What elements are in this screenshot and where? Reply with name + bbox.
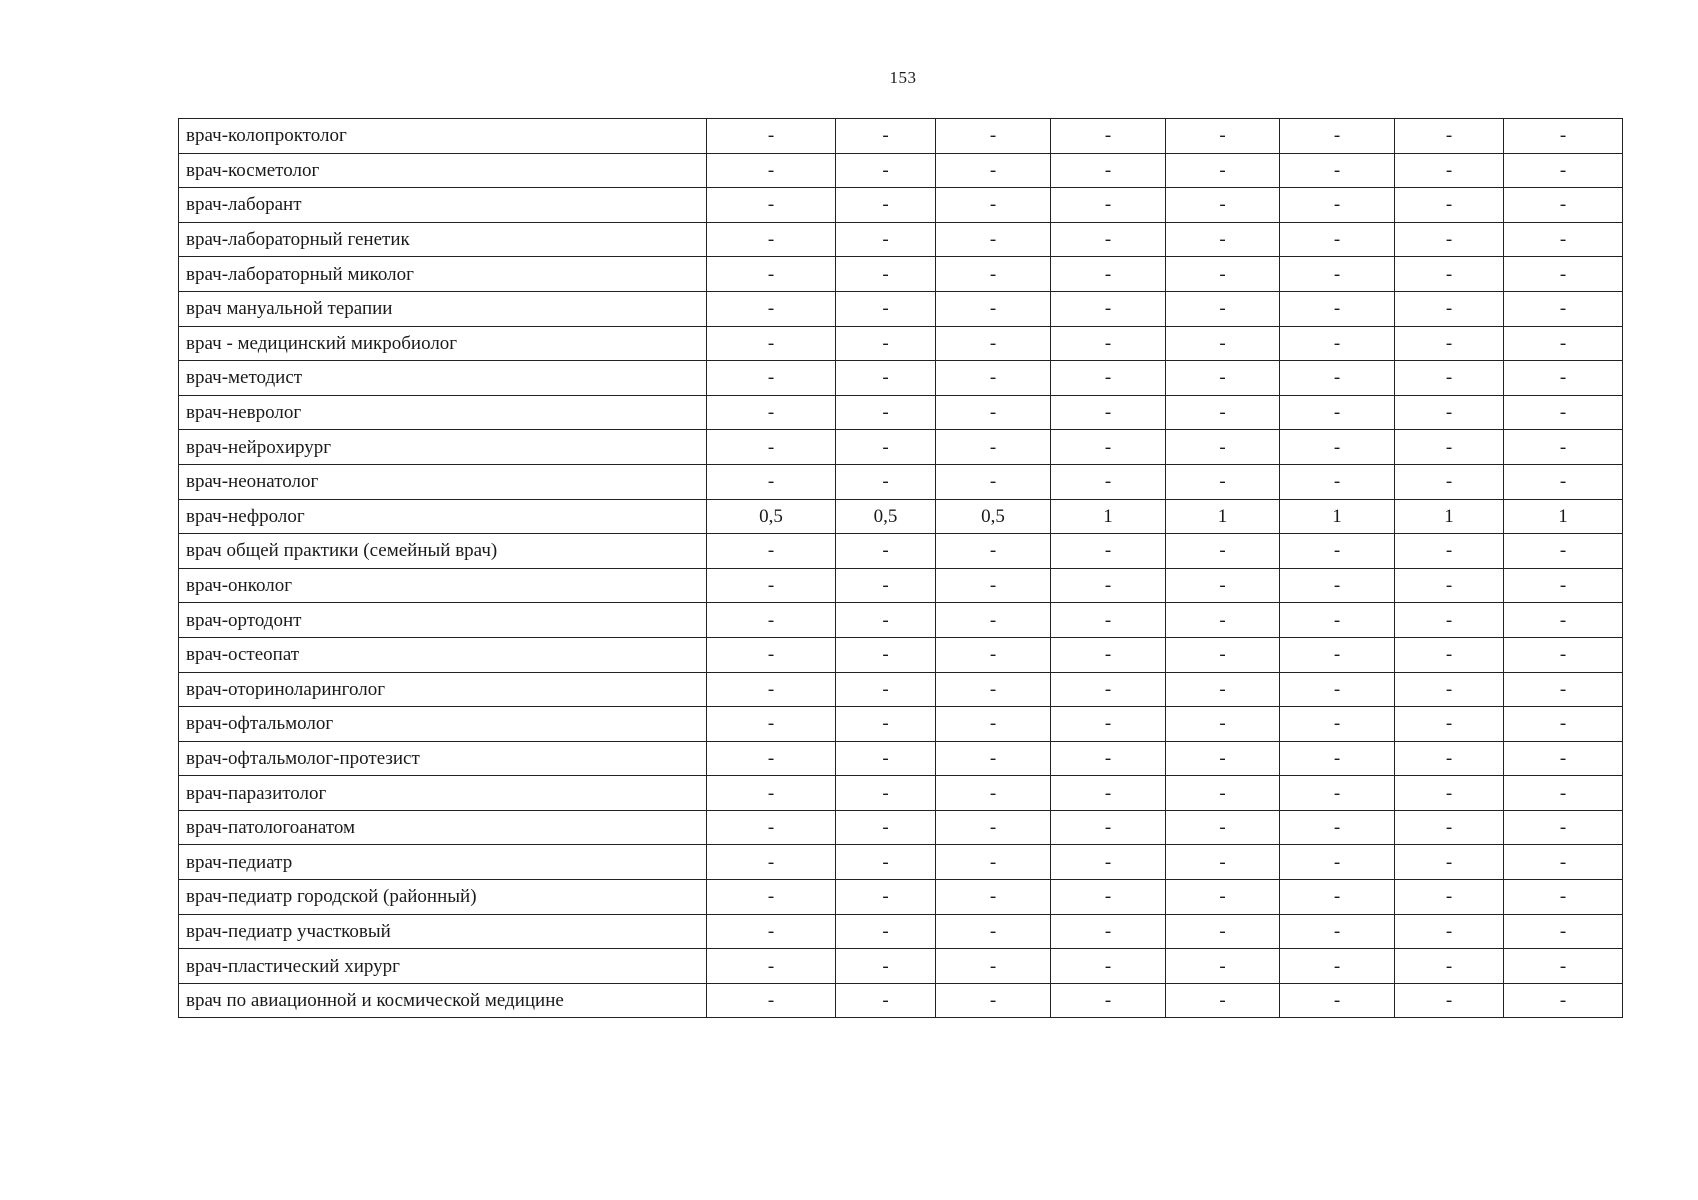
value-cell: - [1395, 810, 1504, 845]
value-cell: - [707, 949, 836, 984]
table-row [179, 534, 1623, 569]
value-cell: - [707, 983, 836, 1018]
value-cell: - [1166, 257, 1280, 292]
value-cell: - [1395, 153, 1504, 188]
value-cell: - [1395, 776, 1504, 811]
value-cell: - [1280, 880, 1395, 915]
value-cell: - [836, 326, 936, 361]
value-cell: - [1504, 776, 1623, 811]
table-row [179, 983, 1623, 1018]
value-cell: - [1504, 257, 1623, 292]
value-cell: - [936, 776, 1051, 811]
value-cell: - [1280, 983, 1395, 1018]
value-cell: - [936, 983, 1051, 1018]
value-cell: - [707, 568, 836, 603]
table-row [179, 776, 1623, 811]
value-cell: - [836, 361, 936, 396]
position-name-cell: врач-лабораторный миколог [179, 257, 707, 292]
value-cell: - [1395, 603, 1504, 638]
value-cell: - [936, 845, 1051, 880]
value-cell: - [936, 949, 1051, 984]
value-cell: - [1051, 222, 1166, 257]
value-cell: - [707, 326, 836, 361]
value-cell: - [1395, 534, 1504, 569]
value-cell: - [1166, 637, 1280, 672]
value-cell: - [1280, 776, 1395, 811]
value-cell: - [1051, 326, 1166, 361]
value-cell: - [1166, 534, 1280, 569]
value-cell: 1 [1051, 499, 1166, 534]
value-cell: - [707, 430, 836, 465]
value-cell: - [1280, 637, 1395, 672]
value-cell: - [1051, 741, 1166, 776]
value-cell: 1 [1504, 499, 1623, 534]
value-cell: - [936, 222, 1051, 257]
value-cell: - [1504, 845, 1623, 880]
value-cell: 0,5 [836, 499, 936, 534]
value-cell: - [1051, 464, 1166, 499]
value-cell: - [1166, 568, 1280, 603]
value-cell: - [1395, 361, 1504, 396]
value-cell: - [1395, 222, 1504, 257]
value-cell: - [1280, 361, 1395, 396]
value-cell: - [1166, 603, 1280, 638]
table-row [179, 637, 1623, 672]
value-cell: - [836, 741, 936, 776]
value-cell: - [1166, 395, 1280, 430]
table-row [179, 464, 1623, 499]
value-cell: - [836, 534, 936, 569]
value-cell: - [1051, 291, 1166, 326]
value-cell: - [1280, 395, 1395, 430]
position-name-cell: врач-лаборант [179, 188, 707, 223]
value-cell: - [1395, 430, 1504, 465]
value-cell: - [1280, 326, 1395, 361]
value-cell: - [707, 845, 836, 880]
value-cell: - [1504, 810, 1623, 845]
value-cell: - [836, 949, 936, 984]
value-cell: - [1504, 291, 1623, 326]
value-cell: - [1166, 914, 1280, 949]
value-cell: - [707, 672, 836, 707]
value-cell: - [1504, 464, 1623, 499]
value-cell: - [1504, 153, 1623, 188]
value-cell: - [836, 291, 936, 326]
value-cell: - [836, 464, 936, 499]
value-cell: - [1504, 914, 1623, 949]
value-cell: - [936, 603, 1051, 638]
value-cell: - [707, 880, 836, 915]
value-cell: - [1280, 291, 1395, 326]
value-cell: - [836, 637, 936, 672]
value-cell: - [707, 637, 836, 672]
value-cell: - [936, 637, 1051, 672]
table-row [179, 395, 1623, 430]
value-cell: - [1280, 603, 1395, 638]
value-cell: - [836, 188, 936, 223]
value-cell: - [1395, 914, 1504, 949]
value-cell: - [1504, 741, 1623, 776]
table-row [179, 188, 1623, 223]
value-cell: - [707, 153, 836, 188]
value-cell: - [1395, 291, 1504, 326]
value-cell: - [1166, 188, 1280, 223]
value-cell: - [1280, 949, 1395, 984]
value-cell: - [1051, 949, 1166, 984]
value-cell: - [1395, 707, 1504, 742]
value-cell: - [1504, 430, 1623, 465]
value-cell: - [1395, 672, 1504, 707]
value-cell: - [1504, 188, 1623, 223]
value-cell: - [1051, 810, 1166, 845]
value-cell: 0,5 [707, 499, 836, 534]
position-name-cell: врач-онколог [179, 568, 707, 603]
table-row [179, 326, 1623, 361]
value-cell: - [707, 534, 836, 569]
value-cell: - [1504, 395, 1623, 430]
value-cell: - [1280, 222, 1395, 257]
value-cell: - [1051, 257, 1166, 292]
value-cell: - [836, 914, 936, 949]
value-cell: - [936, 326, 1051, 361]
value-cell: - [707, 776, 836, 811]
value-cell: - [1051, 395, 1166, 430]
table-row [179, 707, 1623, 742]
position-name-cell: врач - медицинский микробиолог [179, 326, 707, 361]
value-cell: - [1395, 464, 1504, 499]
value-cell: - [1166, 983, 1280, 1018]
value-cell: - [1166, 361, 1280, 396]
value-cell: - [1280, 914, 1395, 949]
value-cell: - [1504, 222, 1623, 257]
value-cell: - [836, 119, 936, 154]
value-cell: - [836, 845, 936, 880]
value-cell: - [836, 568, 936, 603]
value-cell: - [707, 810, 836, 845]
value-cell: - [936, 257, 1051, 292]
value-cell: - [1166, 707, 1280, 742]
value-cell: - [1504, 949, 1623, 984]
table-row [179, 222, 1623, 257]
table-row [179, 153, 1623, 188]
value-cell: - [936, 568, 1051, 603]
value-cell: - [1504, 326, 1623, 361]
value-cell: - [936, 880, 1051, 915]
table-row [179, 430, 1623, 465]
value-cell: - [1280, 257, 1395, 292]
position-name-cell: врач-офтальмолог [179, 707, 707, 742]
position-name-cell: врач-лабораторный генетик [179, 222, 707, 257]
value-cell: - [1166, 949, 1280, 984]
value-cell: - [1166, 464, 1280, 499]
value-cell: - [1280, 153, 1395, 188]
value-cell: - [1504, 637, 1623, 672]
value-cell: - [936, 188, 1051, 223]
table-body [179, 119, 1623, 1018]
position-name-cell: врач-косметолог [179, 153, 707, 188]
value-cell: - [836, 672, 936, 707]
position-name-cell: врач-ортодонт [179, 603, 707, 638]
value-cell: - [1504, 983, 1623, 1018]
value-cell: - [1051, 119, 1166, 154]
position-name-cell: врач-педиатр участковый [179, 914, 707, 949]
position-name-cell: врач по авиационной и космической медицине [179, 983, 707, 1018]
value-cell: - [1051, 637, 1166, 672]
value-cell: - [836, 707, 936, 742]
value-cell: - [1051, 153, 1166, 188]
position-name-cell: врач-педиатр [179, 845, 707, 880]
value-cell: - [836, 395, 936, 430]
value-cell: - [1504, 568, 1623, 603]
value-cell: - [936, 464, 1051, 499]
value-cell: - [707, 914, 836, 949]
value-cell: - [836, 983, 936, 1018]
value-cell: - [936, 361, 1051, 396]
value-cell: - [1280, 534, 1395, 569]
value-cell: - [1166, 153, 1280, 188]
value-cell: - [1280, 741, 1395, 776]
table-row [179, 845, 1623, 880]
value-cell: - [936, 119, 1051, 154]
value-cell: - [1504, 880, 1623, 915]
position-name-cell: врач-офтальмолог-протезист [179, 741, 707, 776]
value-cell: - [1504, 603, 1623, 638]
value-cell: - [1504, 534, 1623, 569]
value-cell: 1 [1166, 499, 1280, 534]
position-name-cell: врач-патологоанатом [179, 810, 707, 845]
value-cell: - [1166, 776, 1280, 811]
position-name-cell: врач-нейрохирург [179, 430, 707, 465]
value-cell: - [707, 464, 836, 499]
table-row [179, 810, 1623, 845]
value-cell: - [1166, 672, 1280, 707]
value-cell: - [1166, 880, 1280, 915]
value-cell: - [936, 707, 1051, 742]
position-name-cell: врач мануальной терапии [179, 291, 707, 326]
value-cell: - [707, 707, 836, 742]
value-cell: - [1280, 672, 1395, 707]
value-cell: - [1395, 637, 1504, 672]
value-cell: - [836, 880, 936, 915]
table-row [179, 949, 1623, 984]
value-cell: - [1395, 568, 1504, 603]
table-row [179, 603, 1623, 638]
position-name-cell: врач-неонатолог [179, 464, 707, 499]
value-cell: - [936, 672, 1051, 707]
value-cell: - [1280, 707, 1395, 742]
value-cell: - [1051, 776, 1166, 811]
value-cell: - [1166, 430, 1280, 465]
position-name-cell: врач-пластический хирург [179, 949, 707, 984]
value-cell: - [1051, 707, 1166, 742]
position-name-cell: врач общей практики (семейный врач) [179, 534, 707, 569]
value-cell: - [936, 534, 1051, 569]
position-name-cell: врач-методист [179, 361, 707, 396]
value-cell: - [707, 188, 836, 223]
table-row [179, 741, 1623, 776]
value-cell: - [707, 395, 836, 430]
value-cell: - [707, 361, 836, 396]
value-cell: - [1051, 188, 1166, 223]
value-cell: - [836, 430, 936, 465]
value-cell: - [707, 257, 836, 292]
value-cell: - [1280, 568, 1395, 603]
value-cell: - [1504, 361, 1623, 396]
value-cell: - [1166, 119, 1280, 154]
value-cell: - [1504, 707, 1623, 742]
value-cell: - [1280, 810, 1395, 845]
value-cell: - [1166, 222, 1280, 257]
value-cell: - [1166, 291, 1280, 326]
value-cell: - [707, 291, 836, 326]
value-cell: - [936, 810, 1051, 845]
table-row [179, 291, 1623, 326]
position-name-cell: врач-педиатр городской (районный) [179, 880, 707, 915]
position-name-cell: врач-невролог [179, 395, 707, 430]
table-row [179, 672, 1623, 707]
position-name-cell: врач-остеопат [179, 637, 707, 672]
table-row [179, 914, 1623, 949]
value-cell: - [1395, 326, 1504, 361]
value-cell: - [1280, 119, 1395, 154]
value-cell: - [936, 914, 1051, 949]
value-cell: - [1395, 983, 1504, 1018]
position-name-cell: врач-паразитолог [179, 776, 707, 811]
value-cell: - [1504, 672, 1623, 707]
value-cell: - [1051, 361, 1166, 396]
value-cell: - [1395, 119, 1504, 154]
value-cell: - [1280, 845, 1395, 880]
value-cell: - [936, 395, 1051, 430]
position-name-cell: врач-колопроктолог [179, 119, 707, 154]
value-cell: - [936, 430, 1051, 465]
value-cell: - [836, 257, 936, 292]
value-cell: - [1051, 983, 1166, 1018]
value-cell: - [1395, 257, 1504, 292]
value-cell: - [1166, 326, 1280, 361]
value-cell: 0,5 [936, 499, 1051, 534]
value-cell: - [1166, 845, 1280, 880]
value-cell: - [1051, 672, 1166, 707]
value-cell: - [1395, 880, 1504, 915]
value-cell: - [1280, 430, 1395, 465]
page-number: 153 [889, 68, 917, 87]
value-cell: - [1051, 880, 1166, 915]
value-cell: - [1395, 741, 1504, 776]
value-cell: - [1166, 810, 1280, 845]
value-cell: - [1051, 914, 1166, 949]
value-cell: - [707, 222, 836, 257]
value-cell: - [707, 741, 836, 776]
value-cell: - [936, 741, 1051, 776]
table-row [179, 880, 1623, 915]
table-row [179, 361, 1623, 396]
value-cell: - [1395, 845, 1504, 880]
table-row [179, 257, 1623, 292]
value-cell: - [836, 603, 936, 638]
value-cell: - [1166, 741, 1280, 776]
value-cell: - [1051, 430, 1166, 465]
value-cell: - [936, 153, 1051, 188]
value-cell: - [1395, 949, 1504, 984]
table-row [179, 568, 1623, 603]
value-cell: - [1504, 119, 1623, 154]
value-cell: - [836, 222, 936, 257]
value-cell: 1 [1280, 499, 1395, 534]
position-name-cell: врач-нефролог [179, 499, 707, 534]
table-row [179, 499, 1623, 534]
value-cell: - [1280, 464, 1395, 499]
position-name-cell: врач-оториноларинголог [179, 672, 707, 707]
value-cell: - [836, 776, 936, 811]
value-cell: - [1051, 603, 1166, 638]
value-cell: - [1051, 845, 1166, 880]
staffing-table [178, 118, 1623, 1018]
value-cell: - [1280, 188, 1395, 223]
value-cell: - [1395, 395, 1504, 430]
value-cell: - [836, 153, 936, 188]
value-cell: 1 [1395, 499, 1504, 534]
value-cell: - [1051, 534, 1166, 569]
value-cell: - [936, 291, 1051, 326]
table-row [179, 119, 1623, 154]
value-cell: - [707, 119, 836, 154]
value-cell: - [1395, 188, 1504, 223]
value-cell: - [1051, 568, 1166, 603]
value-cell: - [707, 603, 836, 638]
value-cell: - [836, 810, 936, 845]
